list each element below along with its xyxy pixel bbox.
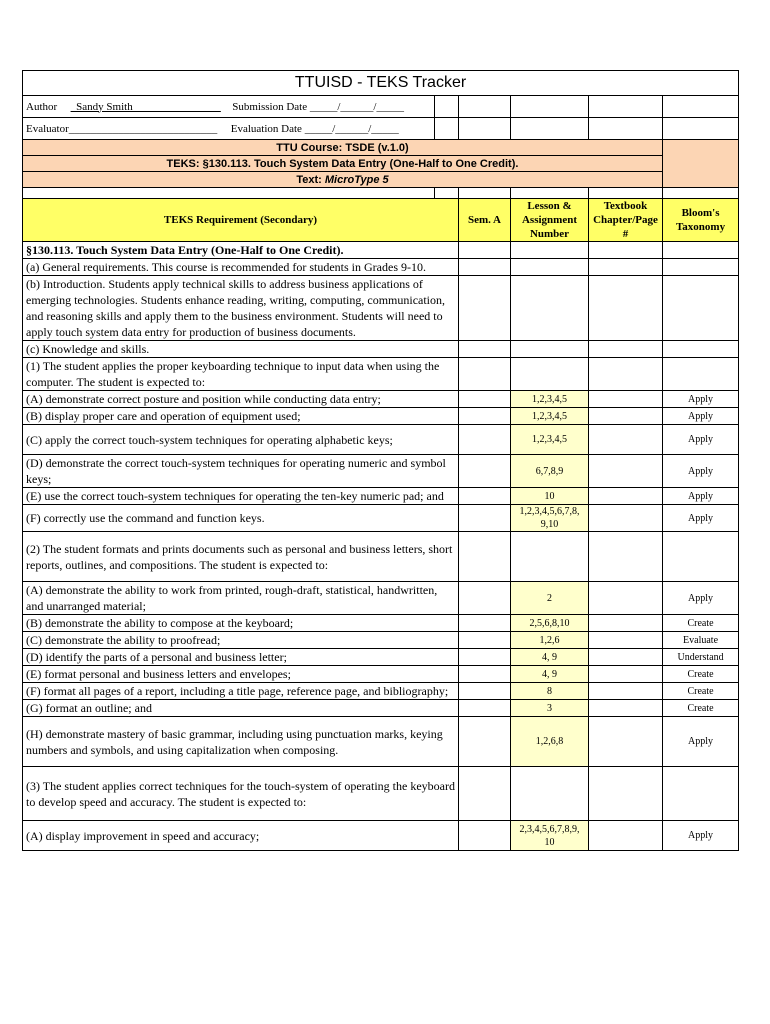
sem-a-cell[interactable] — [459, 632, 511, 649]
empty-cell — [511, 96, 589, 118]
header-sem-a: Sem. A — [459, 199, 511, 242]
lesson-number-cell[interactable] — [511, 358, 589, 391]
requirement-text: (2) The student formats and prints documents such as personal and business letters, short reports, outlines, and compositions. The student is expected to: — [23, 532, 459, 582]
table-row — [23, 455, 739, 488]
requirement-text: (b) Introduction. Students apply technical skills to address business applications of emerging technologies. Students enhance reading, writing, computing, communication, and reasoning skills and apply them to the business environment. Students will need to apply touch system data entry for production of business documents. — [23, 276, 459, 341]
submission-date-field[interactable]: _____/______/_____ — [309, 100, 404, 113]
blooms-taxonomy-cell[interactable]: Evaluate — [663, 632, 739, 649]
lesson-number-cell[interactable]: 2,5,6,8,10 — [511, 615, 589, 632]
course-side-cell — [663, 140, 739, 188]
requirement-text: (E) format personal and business letters and envelopes; — [23, 666, 459, 683]
blooms-taxonomy-cell[interactable] — [663, 532, 739, 582]
author-label: Author — [26, 100, 58, 113]
textbook-page-cell[interactable] — [589, 488, 663, 505]
textbook-page-cell[interactable] — [589, 683, 663, 700]
tracker-table — [22, 70, 739, 851]
textbook-page-cell[interactable] — [589, 821, 663, 851]
sem-a-cell[interactable] — [459, 700, 511, 717]
textbook-page-cell[interactable] — [589, 505, 663, 532]
lesson-number-cell[interactable]: 8 — [511, 683, 589, 700]
textbook-page-cell[interactable] — [589, 242, 663, 259]
text-line-title: MicroType 5 — [324, 173, 389, 186]
lesson-number-cell[interactable]: 1,2,3,4,5 — [511, 425, 589, 455]
sem-a-cell[interactable] — [459, 717, 511, 767]
lesson-number-cell[interactable]: 2,3,4,5,6,7,8,9, 10 — [511, 821, 589, 851]
table-row — [23, 505, 739, 532]
lesson-number-cell[interactable]: 1,2,3,4,5 — [511, 391, 589, 408]
lesson-number-cell[interactable] — [511, 341, 589, 358]
sem-a-cell[interactable] — [459, 341, 511, 358]
page-title: TTUISD - TEKS Tracker — [23, 71, 739, 96]
textbook-page-cell[interactable] — [589, 649, 663, 666]
table-row — [23, 242, 739, 259]
requirement-text: §130.113. Touch System Data Entry (One-Half to One Credit). — [23, 242, 459, 259]
textbook-page-cell[interactable] — [589, 341, 663, 358]
requirement-text: (c) Knowledge and skills. — [23, 341, 459, 358]
empty-cell — [589, 96, 663, 118]
textbook-page-cell[interactable] — [589, 666, 663, 683]
lesson-number-cell[interactable] — [511, 532, 589, 582]
evaluation-date-field[interactable]: _____/______/_____ — [304, 122, 399, 135]
header-teks-requirement: TEKS Requirement (Secondary) — [23, 199, 459, 242]
requirement-text: (B) demonstrate the ability to compose at the keyboard; — [23, 615, 459, 632]
textbook-page-cell[interactable] — [589, 276, 663, 341]
table-row — [23, 821, 739, 851]
table-row — [23, 649, 739, 666]
requirement-text: (G) format an outline; and — [23, 700, 459, 717]
blooms-taxonomy-cell[interactable] — [663, 242, 739, 259]
sem-a-cell[interactable] — [459, 649, 511, 666]
evaluator-row — [23, 118, 435, 140]
requirement-text: (F) correctly use the command and function keys. — [23, 505, 459, 532]
blooms-taxonomy-cell[interactable]: Create — [663, 700, 739, 717]
table-row — [23, 700, 739, 717]
blooms-taxonomy-cell[interactable] — [663, 341, 739, 358]
table-row — [23, 532, 739, 582]
blooms-taxonomy-cell[interactable] — [663, 276, 739, 341]
author-field[interactable]: _Sandy Smith________________ — [70, 100, 221, 113]
table-row — [23, 276, 739, 341]
table-row — [23, 391, 739, 408]
empty-cell — [511, 188, 589, 199]
evaluation-date-label: Evaluation Date — [230, 122, 302, 135]
header-lesson-number: Lesson & Assignment Number — [511, 199, 589, 242]
sem-a-cell[interactable] — [459, 767, 511, 821]
text-line — [23, 172, 663, 188]
textbook-page-cell[interactable] — [589, 700, 663, 717]
blooms-taxonomy-cell[interactable]: Apply — [663, 821, 739, 851]
lesson-number-cell[interactable]: 6,7,8,9 — [511, 455, 589, 488]
requirement-text: (3) The student applies correct techniques for the touch-system of operating the keyboard to develop speed and accuracy. The student is expected to: — [23, 767, 459, 821]
table-row — [23, 683, 739, 700]
table-row — [23, 717, 739, 767]
empty-cell — [459, 96, 511, 118]
empty-cell — [435, 188, 459, 199]
requirement-text: (F) format all pages of a report, including a title page, reference page, and bibliography; — [23, 683, 459, 700]
requirement-text: (B) display proper care and operation of equipment used; — [23, 408, 459, 425]
sem-a-cell[interactable] — [459, 821, 511, 851]
blooms-taxonomy-cell[interactable]: Apply — [663, 505, 739, 532]
lesson-number-cell[interactable]: 4, 9 — [511, 649, 589, 666]
lesson-number-cell[interactable] — [511, 242, 589, 259]
lesson-number-cell[interactable]: 1,2,3,4,5 — [511, 408, 589, 425]
evaluator-field[interactable]: ___________________________ — [68, 122, 218, 135]
table-row — [23, 615, 739, 632]
textbook-page-cell[interactable] — [589, 717, 663, 767]
textbook-page-cell[interactable] — [589, 259, 663, 276]
lesson-number-cell[interactable]: 3 — [511, 700, 589, 717]
table-row — [23, 408, 739, 425]
requirement-text: (E) use the correct touch-system techniques for operating the ten-key numeric pad; and — [23, 488, 459, 505]
teks-tracker-sheet — [22, 70, 738, 851]
blooms-taxonomy-cell[interactable]: Create — [663, 666, 739, 683]
blooms-taxonomy-cell[interactable]: Create — [663, 683, 739, 700]
blooms-taxonomy-cell[interactable]: Apply — [663, 717, 739, 767]
lesson-number-cell[interactable]: 1,2,6 — [511, 632, 589, 649]
textbook-page-cell[interactable] — [589, 632, 663, 649]
requirement-text: (C) demonstrate the ability to proofread; — [23, 632, 459, 649]
blooms-taxonomy-cell[interactable] — [663, 767, 739, 821]
text-line-prefix: Text: — [296, 173, 325, 186]
requirement-text: (D) demonstrate the correct touch-system techniques for operating numeric and symbol keys; — [23, 455, 459, 488]
submission-date-label: Submission Date — [232, 100, 308, 113]
table-row — [23, 582, 739, 615]
empty-cell — [459, 188, 511, 199]
empty-cell — [23, 188, 435, 199]
blooms-taxonomy-cell[interactable]: Apply — [663, 455, 739, 488]
sem-a-cell[interactable] — [459, 242, 511, 259]
sem-a-cell[interactable] — [459, 259, 511, 276]
textbook-page-cell[interactable] — [589, 455, 663, 488]
textbook-page-cell[interactable] — [589, 408, 663, 425]
header-blooms-taxonomy: Bloom's Taxonomy — [663, 199, 739, 242]
sem-a-cell[interactable] — [459, 408, 511, 425]
sem-a-cell[interactable] — [459, 532, 511, 582]
table-row — [23, 767, 739, 821]
requirement-text: (C) apply the correct touch-system techniques for operating alphabetic keys; — [23, 425, 459, 455]
lesson-number-cell[interactable]: 1,2,3,4,5,6,7,8, 9,10 — [511, 505, 589, 532]
requirement-text: (A) demonstrate correct posture and position while conducting data entry; — [23, 391, 459, 408]
sem-a-cell[interactable] — [459, 455, 511, 488]
table-row — [23, 259, 739, 276]
teks-line: TEKS: §130.113. Touch System Data Entry (One-Half to One Credit). — [23, 156, 663, 172]
requirement-text: (A) demonstrate the ability to work from printed, rough-draft, statistical, handwritten, and unarranged material; — [23, 582, 459, 615]
blooms-taxonomy-cell[interactable] — [663, 259, 739, 276]
blooms-taxonomy-cell[interactable]: Apply — [663, 425, 739, 455]
lesson-number-cell[interactable]: 1,2,6,8 — [511, 717, 589, 767]
textbook-page-cell[interactable] — [589, 358, 663, 391]
header-textbook-page: Textbook Chapter/Page # — [589, 199, 663, 242]
sem-a-cell[interactable] — [459, 425, 511, 455]
requirement-text: (1) The student applies the proper keyboarding technique to input data when using the computer. The student is expected to: — [23, 358, 459, 391]
course-line: TTU Course: TSDE (v.1.0) — [23, 140, 663, 156]
requirement-text: (a) General requirements. This course is recommended for students in Grades 9-10. — [23, 259, 459, 276]
empty-cell — [663, 118, 739, 140]
requirement-text: (H) demonstrate mastery of basic grammar, including using punctuation marks, keying numbers and symbols, and using capitalization when composing. — [23, 717, 459, 767]
blooms-taxonomy-cell[interactable]: Apply — [663, 488, 739, 505]
blooms-taxonomy-cell[interactable]: Understand — [663, 649, 739, 666]
table-row — [23, 358, 739, 391]
sem-a-cell[interactable] — [459, 666, 511, 683]
empty-cell — [511, 118, 589, 140]
blooms-taxonomy-cell[interactable]: Apply — [663, 408, 739, 425]
lesson-number-cell[interactable]: 2 — [511, 582, 589, 615]
sem-a-cell[interactable] — [459, 488, 511, 505]
blooms-taxonomy-cell[interactable] — [663, 358, 739, 391]
lesson-number-cell[interactable]: 10 — [511, 488, 589, 505]
textbook-page-cell[interactable] — [589, 391, 663, 408]
sem-a-cell[interactable] — [459, 505, 511, 532]
textbook-page-cell[interactable] — [589, 615, 663, 632]
blooms-taxonomy-cell[interactable]: Create — [663, 615, 739, 632]
empty-cell — [435, 118, 459, 140]
lesson-number-cell[interactable] — [511, 259, 589, 276]
empty-cell — [589, 118, 663, 140]
textbook-page-cell[interactable] — [589, 425, 663, 455]
table-row — [23, 425, 739, 455]
textbook-page-cell[interactable] — [589, 582, 663, 615]
table-row — [23, 666, 739, 683]
author-row — [23, 96, 435, 118]
sem-a-cell[interactable] — [459, 615, 511, 632]
textbook-page-cell[interactable] — [589, 532, 663, 582]
sem-a-cell[interactable] — [459, 391, 511, 408]
evaluator-label: Evaluator — [26, 122, 69, 135]
lesson-number-cell[interactable]: 4, 9 — [511, 666, 589, 683]
empty-cell — [459, 118, 511, 140]
blooms-taxonomy-cell[interactable]: Apply — [663, 582, 739, 615]
table-row — [23, 488, 739, 505]
lesson-number-cell[interactable] — [511, 276, 589, 341]
empty-cell — [663, 188, 739, 199]
requirement-text: (D) identify the parts of a personal and business letter; — [23, 649, 459, 666]
requirement-text: (A) display improvement in speed and accuracy; — [23, 821, 459, 851]
empty-cell — [663, 96, 739, 118]
table-row — [23, 341, 739, 358]
sem-a-cell[interactable] — [459, 683, 511, 700]
lesson-number-cell[interactable] — [511, 767, 589, 821]
empty-cell — [435, 96, 459, 118]
blooms-taxonomy-cell[interactable]: Apply — [663, 391, 739, 408]
sem-a-cell[interactable] — [459, 276, 511, 341]
textbook-page-cell[interactable] — [589, 767, 663, 821]
table-row — [23, 632, 739, 649]
sem-a-cell[interactable] — [459, 582, 511, 615]
empty-cell — [589, 188, 663, 199]
sem-a-cell[interactable] — [459, 358, 511, 391]
